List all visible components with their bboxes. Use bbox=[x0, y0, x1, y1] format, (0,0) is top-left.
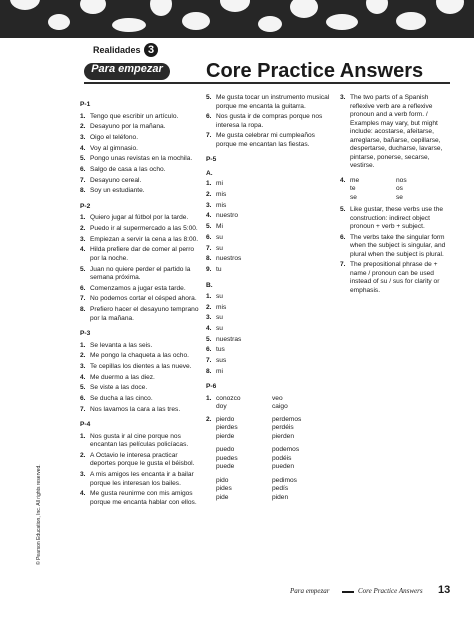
list-item bbox=[80, 471, 204, 488]
list-item bbox=[80, 236, 204, 245]
list-item bbox=[80, 295, 204, 304]
grid-cell: caigo bbox=[272, 403, 288, 411]
grid-cell: se bbox=[350, 193, 357, 201]
p6-item-5 bbox=[340, 206, 452, 232]
grid-cell: se bbox=[396, 193, 403, 201]
section-p3-label: P-3 bbox=[80, 330, 91, 338]
item-number: 3. bbox=[80, 235, 86, 243]
list-item bbox=[80, 266, 204, 283]
item-number: 7. bbox=[80, 295, 86, 303]
section-p4-list bbox=[80, 433, 204, 508]
item-number: 4. bbox=[80, 144, 86, 152]
section-p5-a-list bbox=[206, 180, 334, 274]
list-item bbox=[80, 384, 204, 393]
item-text: Nos gusta ir al cine porque nos encantan las películas policíacas. bbox=[90, 432, 189, 449]
item-number: 2. bbox=[206, 191, 212, 199]
section-p5-label: P-5 bbox=[206, 156, 217, 164]
item-number: 5. bbox=[340, 206, 346, 213]
item-text: Me gusta celebrar mi cumpleaños porque me encantan las fiestas. bbox=[216, 132, 315, 148]
header-rule bbox=[84, 82, 450, 84]
p6-conjugation-grid-2 bbox=[216, 416, 334, 503]
list-item bbox=[80, 285, 204, 294]
item-text: Juan no quiere perder el partido la semana próxima. bbox=[90, 265, 191, 282]
p6-conjugation-grid-1 bbox=[216, 395, 334, 412]
list-item bbox=[206, 94, 334, 111]
footer-separator bbox=[342, 591, 354, 593]
grid-cell: veo bbox=[272, 394, 283, 402]
grid-cell: piden bbox=[272, 493, 289, 501]
list-item bbox=[206, 304, 334, 313]
grid-cell: conozco bbox=[216, 394, 241, 402]
section-p1-label: P-1 bbox=[80, 101, 91, 108]
item-number: 2. bbox=[80, 451, 86, 459]
grid-cell: nos bbox=[396, 176, 407, 184]
footer-chapter: Para empezar bbox=[290, 587, 330, 595]
section-p2-list bbox=[80, 214, 204, 323]
list-item bbox=[80, 352, 204, 361]
list-item bbox=[206, 180, 334, 189]
list-item bbox=[206, 202, 334, 211]
item-text: mi bbox=[216, 367, 223, 375]
item-number: 5. bbox=[206, 94, 212, 101]
p6-pronoun-grid bbox=[350, 177, 452, 203]
item-text: mis bbox=[216, 303, 227, 311]
list-item bbox=[80, 363, 204, 372]
list-item bbox=[80, 177, 204, 186]
list-item bbox=[80, 134, 204, 143]
list-item bbox=[80, 342, 204, 351]
item-text: A mis amigos les encanta ir a bailar porque les interesan los bailes. bbox=[90, 471, 194, 487]
item-text: Se viste a las doce. bbox=[90, 384, 148, 392]
list-item bbox=[80, 374, 204, 383]
grid-cell: pides bbox=[216, 485, 232, 493]
item-text: Soy un estudiante. bbox=[90, 187, 145, 195]
item-number: 5. bbox=[80, 155, 86, 163]
item-number: 2. bbox=[80, 123, 86, 131]
item-number: 1. bbox=[80, 432, 86, 440]
list-item bbox=[206, 223, 334, 232]
section-p3-list bbox=[80, 342, 204, 415]
grid-cell: pierden bbox=[272, 432, 294, 440]
item-text: Me pongo la chaqueta a las ocho. bbox=[90, 352, 189, 360]
item-text: Tengo que escribir un artículo. bbox=[90, 112, 179, 120]
item-text: nuestro bbox=[216, 212, 238, 220]
list-item bbox=[80, 490, 204, 507]
grid-cell: puede bbox=[216, 463, 235, 471]
item-text: mis bbox=[216, 191, 227, 199]
item-text: tu bbox=[216, 265, 222, 273]
copyright-notice: © Pearson Education, Inc. All rights reserved. bbox=[36, 464, 42, 565]
item-number: 7. bbox=[206, 132, 212, 140]
grid-cell: doy bbox=[216, 403, 227, 411]
item-text: Like gustar, these verbs use the construction: indirect object pronoun + verb + subject. bbox=[350, 206, 444, 230]
item-number: 4. bbox=[80, 490, 86, 498]
item-number: 4. bbox=[340, 176, 346, 184]
section-p1-list bbox=[80, 113, 204, 196]
decorative-banner bbox=[0, 0, 474, 38]
item-text: Oigo el teléfono. bbox=[90, 133, 139, 141]
list-item bbox=[206, 212, 334, 221]
list-item bbox=[206, 266, 334, 275]
grid-cell: pido bbox=[216, 476, 229, 484]
item-number: 7. bbox=[80, 176, 86, 184]
item-text: sus bbox=[216, 357, 227, 364]
item-number: 1. bbox=[206, 180, 212, 188]
item-number: 9. bbox=[206, 265, 212, 273]
section-p5-a-label: A. bbox=[206, 169, 213, 177]
item-text: Quiero jugar al fútbol por la tarde. bbox=[90, 214, 189, 222]
item-number: 1. bbox=[80, 341, 86, 349]
list-item bbox=[80, 214, 204, 223]
level-badge: 3 bbox=[144, 43, 158, 57]
item-number: 6. bbox=[80, 165, 86, 173]
item-text: Te cepillas los dientes a las nueve. bbox=[90, 363, 192, 370]
item-text: Me gusta reunirme con mis amigos porque me encanta hablar con ellos. bbox=[90, 490, 197, 506]
item-number: 5. bbox=[206, 223, 212, 231]
item-number: 6. bbox=[80, 284, 86, 292]
item-text: Puedo ir al supermercado a las 5:00. bbox=[90, 225, 198, 232]
item-text: su bbox=[216, 314, 223, 322]
list-item bbox=[206, 245, 334, 254]
chapter-pill bbox=[84, 63, 170, 80]
grid-cell: pide bbox=[216, 493, 229, 501]
item-text: Hilda prefiere dar de comer al perro por la noche. bbox=[90, 246, 195, 262]
list-item bbox=[80, 406, 204, 415]
item-text: mi bbox=[216, 180, 223, 188]
section-p2-label: P-2 bbox=[80, 202, 91, 210]
item-text: Voy al gimnasio. bbox=[90, 144, 139, 152]
grid-cell: pueden bbox=[272, 463, 295, 471]
item-number: 1. bbox=[80, 214, 86, 222]
item-number: 6. bbox=[206, 233, 212, 241]
item-text: su bbox=[216, 324, 223, 332]
item-text: Comenzamos a jugar esta tarde. bbox=[90, 284, 186, 292]
list-item bbox=[80, 433, 204, 450]
grid-cell: pierdo bbox=[216, 415, 235, 423]
item-number: 8. bbox=[80, 306, 86, 314]
item-text: Me duermo a las diez. bbox=[90, 373, 155, 381]
list-item bbox=[206, 336, 334, 345]
list-item bbox=[206, 113, 334, 130]
grid-cell: puedes bbox=[216, 454, 238, 462]
item-number: 5. bbox=[206, 335, 212, 343]
item-text: Nos lavamos la cara a las tres. bbox=[90, 405, 181, 413]
item-number: 5. bbox=[80, 265, 86, 273]
list-item bbox=[80, 395, 204, 404]
item-text: The prepositional phrase de + name / pronoun can be used instead of su / sus for clarity or emphasis. bbox=[350, 261, 440, 294]
grid-cell: pedís bbox=[272, 485, 289, 493]
page-number: 13 bbox=[438, 584, 451, 596]
item-number: 6. bbox=[206, 113, 212, 121]
list-item bbox=[80, 452, 204, 469]
list-item bbox=[206, 132, 334, 149]
item-text: su bbox=[216, 244, 223, 252]
item-text: nuestras bbox=[216, 335, 242, 343]
item-text: su bbox=[216, 233, 223, 241]
item-number: 1. bbox=[206, 394, 212, 402]
list-item bbox=[80, 145, 204, 154]
item-number: 8. bbox=[80, 187, 86, 195]
item-number: 4. bbox=[80, 246, 86, 254]
item-text: No podemos cortar el césped ahora. bbox=[90, 295, 197, 303]
item-text: Se levanta a las seis. bbox=[90, 341, 153, 349]
section-p4-continued-list bbox=[206, 94, 334, 149]
item-number: 1. bbox=[206, 292, 212, 300]
item-text: Desayuno cereal. bbox=[90, 176, 142, 184]
p6-item-3 bbox=[340, 94, 452, 171]
item-number: 3. bbox=[80, 363, 86, 370]
list-item bbox=[206, 255, 334, 264]
grid-cell: te bbox=[350, 185, 356, 192]
item-number: 3. bbox=[206, 314, 212, 322]
item-text: tus bbox=[216, 346, 225, 354]
list-item bbox=[206, 293, 334, 302]
item-number: 7. bbox=[206, 244, 212, 252]
column-3 bbox=[340, 94, 452, 298]
item-number: 3. bbox=[80, 133, 86, 141]
list-item bbox=[80, 123, 204, 132]
item-text: Nos gusta ir de compras porque nos interesa la ropa. bbox=[216, 113, 323, 129]
list-item bbox=[206, 325, 334, 334]
item-number: 6. bbox=[206, 346, 212, 354]
list-item bbox=[80, 306, 204, 323]
item-number: 4. bbox=[206, 324, 212, 332]
p6-item-7 bbox=[340, 261, 452, 295]
list-item bbox=[206, 346, 334, 355]
item-number: 2. bbox=[206, 303, 212, 311]
item-number: 1. bbox=[80, 112, 86, 120]
item-text: Pongo unas revistas en la mochila. bbox=[90, 155, 193, 163]
item-text: The two parts of a Spanish reflexive verb are a reflexive pronoun and a verb form. / Examples may vary, but might include: acostarse, afeitarse, arreglarse, bañarse, cepillarse, despertarse, ducharse, lavarse, pintarse, ponerse, secarse, vestirse. bbox=[350, 94, 443, 169]
item-text: nuestros bbox=[216, 255, 242, 263]
item-number: 3. bbox=[206, 201, 212, 209]
item-number: 4. bbox=[80, 373, 86, 381]
item-number: 8. bbox=[206, 367, 212, 375]
item-text: A Octavio le interesa practicar deportes porque le gusta el béisbol. bbox=[90, 451, 195, 468]
grid-cell: pedimos bbox=[272, 476, 297, 484]
section-p4-label: P-4 bbox=[80, 421, 91, 429]
p6-item-6 bbox=[340, 234, 452, 260]
item-text: mis bbox=[216, 201, 227, 209]
item-text: Salgo de casa a las ocho. bbox=[90, 165, 166, 173]
item-number: 5. bbox=[80, 384, 86, 392]
item-text: Desayuno por la mañana. bbox=[90, 123, 166, 131]
section-p5-b-label: B. bbox=[206, 282, 213, 290]
grid-cell: pierde bbox=[216, 432, 235, 440]
list-item bbox=[80, 187, 204, 196]
item-number: 6. bbox=[80, 395, 86, 403]
grid-cell: podemos bbox=[272, 446, 300, 454]
item-text: Prefiero hacer el desayuno temprano por la mañana. bbox=[90, 306, 199, 322]
item-number: 7. bbox=[206, 357, 212, 364]
list-item bbox=[80, 166, 204, 175]
section-p5-b-list bbox=[206, 293, 334, 376]
grid-cell: perdemos bbox=[272, 415, 302, 423]
item-text: The verbs take the singular form when the subject is singular, and plural when the subject is plural. bbox=[350, 233, 446, 258]
grid-cell: os bbox=[396, 185, 403, 192]
grid-cell: me bbox=[350, 176, 360, 184]
grid-cell: puedo bbox=[216, 446, 235, 454]
item-number: 7. bbox=[80, 405, 86, 413]
item-text: Mi bbox=[216, 223, 223, 231]
page-title: Core Practice Answers bbox=[206, 60, 424, 82]
item-number: 7. bbox=[340, 261, 346, 269]
list-item bbox=[206, 191, 334, 200]
list-item bbox=[80, 246, 204, 263]
list-item bbox=[80, 225, 204, 234]
item-number: 2. bbox=[80, 352, 86, 360]
chapter-label: Para empezar bbox=[91, 63, 163, 75]
list-item bbox=[80, 113, 204, 122]
item-number: 6. bbox=[340, 233, 346, 241]
item-text: Empiezan a servir la cena a las 8:00. bbox=[90, 235, 199, 243]
series-name: Realidades bbox=[93, 45, 141, 55]
item-number: 3. bbox=[80, 471, 86, 479]
item-number: 2. bbox=[206, 415, 212, 423]
item-text: Me gusta tocar un instrumento musical porque me encanta la guitarra. bbox=[216, 94, 330, 110]
list-item bbox=[80, 155, 204, 164]
footer-title: Core Practice Answers bbox=[358, 587, 423, 595]
item-number: 3. bbox=[340, 94, 346, 101]
item-number: 4. bbox=[206, 212, 212, 220]
grid-cell: pierdes bbox=[216, 424, 238, 432]
list-item bbox=[206, 368, 334, 377]
grid-cell: podéis bbox=[272, 454, 292, 462]
column-2 bbox=[206, 94, 334, 506]
column-1 bbox=[80, 94, 204, 510]
section-p6-label: P-6 bbox=[206, 383, 217, 391]
grid-cell: perdéis bbox=[272, 424, 294, 432]
item-text: su bbox=[216, 292, 223, 300]
list-item bbox=[206, 357, 334, 366]
list-item bbox=[206, 314, 334, 323]
item-text: Se ducha a las cinco. bbox=[90, 395, 153, 403]
list-item bbox=[206, 234, 334, 243]
item-number: 8. bbox=[206, 255, 212, 263]
item-number: 2. bbox=[80, 225, 86, 232]
